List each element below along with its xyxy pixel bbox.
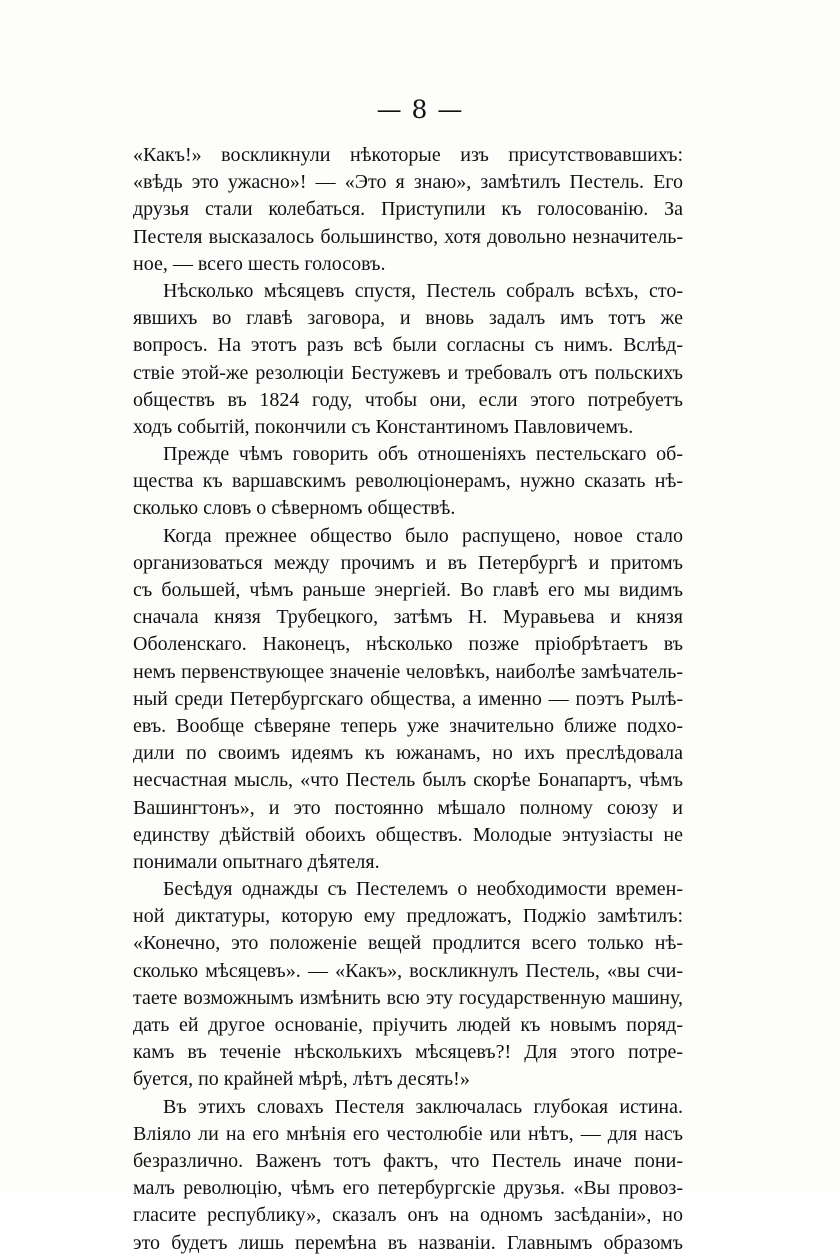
text-line: «вѣдь это ужасно»! — «Это я знаю», замѣтилъ Пестель. Его [133,171,683,194]
text-line: ный среди Петербургскаго общества, а именно — поэтъ Рылѣ- [133,687,683,710]
text-line: гласите республику», сказалъ онъ на одномъ засѣданіи», но [133,1204,683,1227]
text-line: евъ. Вообще сѣверяне теперь уже значительно ближе подхо- [133,714,683,737]
paragraph-start-line: Въ этихъ словахъ Пестеля заключалась глубокая истина. [163,1095,683,1118]
text-line: вопросъ. На этотъ разъ всѣ были согласны съ нимъ. Вслѣд- [133,334,683,357]
paragraph-start-line: Прежде чѣмъ говорить объ отношеніяхъ пестельскаго об- [163,443,683,466]
text-line: единству дѣйствій обоихъ обществъ. Молодые энтузіасты не [133,823,683,846]
body-text [133,142,683,1257]
text-line: явшихъ во главѣ заговора, и вновь задалъ имъ тотъ же [133,307,683,330]
page-number: — 8 — [376,95,464,124]
text-line: дать ей другое основаніе, пріучить людей къ новымъ поряд- [133,1014,683,1036]
text-line: малъ революцію, чѣмъ его петербургскіе друзья. «Вы провоз- [133,1177,683,1200]
text-line: сначала князя Трубецкого, затѣмъ Н. Муравьева и князя [133,606,683,629]
text-line: буется, по крайней мѣрѣ, лѣтъ десять!» [133,1068,470,1091]
text-line: безразлично. Важенъ тотъ фактъ, что Пестель иначе пони- [133,1149,683,1172]
text-line: ное, — всего шесть голосовъ. [133,252,386,275]
text-line: это будетъ лишь перемѣна въ названіи. Главнымъ образомъ [133,1231,683,1254]
text-line: камъ въ теченіе нѣсколькихъ мѣсяцевъ?! Для этого потре- [133,1041,683,1064]
text-line: обществъ въ 1824 году, чтобы они, если этого потребуетъ [133,388,683,411]
text-line: Пестеля высказалось большинство, хотя довольно незначитель- [133,225,683,248]
text-line: таете возможнымъ измѣнить всю эту государственную машину, [133,986,683,1009]
text-line: друзья стали колебаться. Приступили къ голосованію. За [133,198,683,221]
text-line: ной диктатуры, которую ему предложатъ, Поджіо замѣтилъ: [133,905,683,928]
text-line: ходъ событій, покончили съ Константиномъ Павловичемъ. [133,415,634,438]
text-line: несчастная мысль, «что Пестель былъ скорѣе Бонапартъ, чѣмъ [133,769,683,792]
text-line: Оболенскаго. Наконецъ, нѣсколько позже пріобрѣтаетъ въ [133,633,683,656]
text-line: Вліяло ли на его мнѣнія его честолюбіе или нѣтъ, — для насъ [133,1122,683,1145]
text-line: сколько мѣсяцевъ». — «Какъ», воскликнулъ Пестель, «вы счи- [133,959,683,982]
text-line: «Конечно, это положеніе вещей продлится всего только нѣ- [133,932,683,955]
text-line: «Какъ!» воскликнули нѣкоторые изъ присутствовавшихъ: [133,144,683,166]
text-line: ствіе этой-же резолюціи Бестужевъ и требовалъ отъ польскихъ [133,361,683,384]
paragraph-start-line: Бесѣдуя однажды съ Пестелемъ о необходимости времен- [163,878,683,901]
text-line: дили по своимъ идеямъ къ южанамъ, но ихъ преслѣдовала [133,742,683,765]
text-line: Вашингтонъ», и это постоянно мѣшало полному союзу и [133,796,683,819]
text-line: понимали опытнаго дѣятеля. [133,850,380,873]
paragraph-start-line: Нѣсколько мѣсяцевъ спустя, Пестель собралъ всѣхъ, сто- [163,279,683,302]
text-line: щества къ варшавскимъ революціонерамъ, нужно сказать нѣ- [133,470,683,493]
text-line: сколько словъ о сѣверномъ обществѣ. [133,497,456,520]
text-line: организоваться между прочимъ и въ Петербургѣ и притомъ [133,551,683,574]
paragraph-start-line: Когда прежнее общество было распущено, новое стало [163,524,683,547]
text-line: съ большей, чѣмъ раньше энергіей. Во главѣ его мы видимъ [133,579,683,601]
text-line: немъ первенствующее значеніе человѣкъ, наиболѣе замѣчатель- [133,660,683,683]
